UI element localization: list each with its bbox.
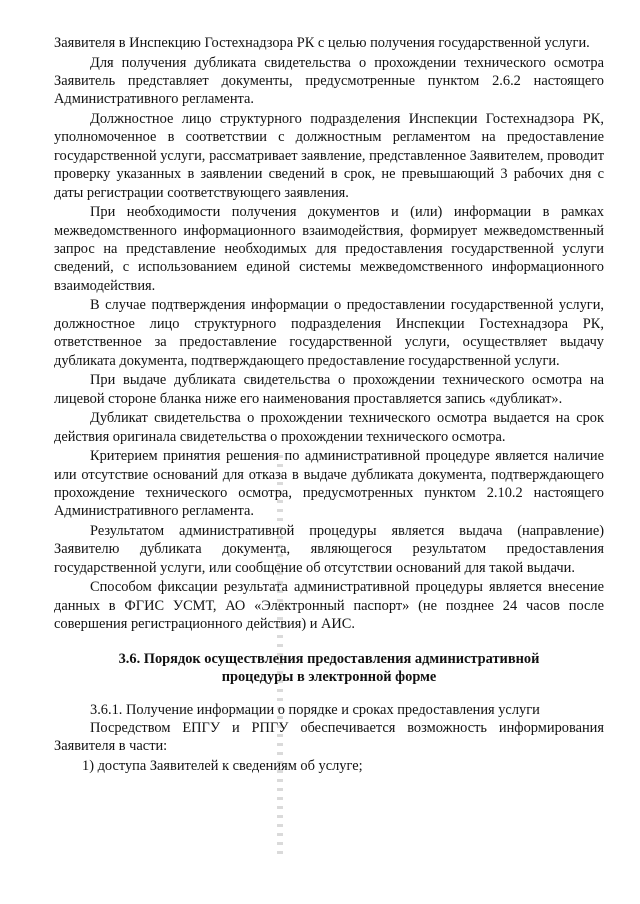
subsection-title: 3.6.1. Получение информации о порядке и сроках предоставления услуги xyxy=(90,701,540,718)
document-page xyxy=(54,34,604,775)
paragraph-result: Результатом административной процедуры является выдача (направление) Заявителю дубликата документа, являющегося результатом предоставления государственной услуги, или сообщение об отсутствии оснований для такой выдачи. xyxy=(54,523,604,576)
paragraph-interagency-request: При необходимости получения документов и (или) информации в рамках межведомственного информационного взаимодействия, формирует межведомственный запрос на представление необходимых для предоставления государственной услуги сведений, с использованием единой системы межведомственного информационного взаимодействия. xyxy=(54,204,604,294)
paragraph-fixation: Способом фиксации результата административной процедуры является внесение данных в ФГИС УСМТ, АО «Электронный паспорт» (не позднее 24 часов после совершения регистрационного действия) и АИС. xyxy=(54,579,604,633)
paragraph-continuation: Заявителя в Инспекцию Гостехнадзора РК с целью получения государственной услуги. xyxy=(54,35,590,51)
paragraph-criterion: Критерием принятия решения по административной процедуре является наличие или отсутствие оснований для отказа в выдаче дубликата документа, подтверждающего прохождение технического осмотра, предусмотренных пунктом 2.10.2 настоящего Административного регламента. xyxy=(54,448,604,520)
paragraph-documents: Для получения дубликата свидетельства о прохождении технического осмотра Заявитель представляет документы, предусмотренные пунктом 2.6.2 настоящего Административного регламента. xyxy=(54,54,604,108)
paragraph-official-review: Должностное лицо структурного подразделения Инспекции Гостехнадзора РК, уполномоченное в соответствии с должностным регламентом на предоставление государственной услуги, рассматривает заявление, представленное Заявителем, проводит проверку указанных в заявлении сведений в срок, не превышающий 3 рабочих дня с даты регистрации соответствующего заявления. xyxy=(54,111,604,201)
section-heading-line-2: процедуры в электронной форме xyxy=(221,669,437,686)
subsection-text: Посредством ЕПГУ и РПГУ обеспечивается возможность информирования Заявителя в части: xyxy=(54,719,604,755)
list-item-1: 1) доступа Заявителей к сведениям об услуге; xyxy=(82,757,363,774)
paragraph-duplicate-mark: При выдаче дубликата свидетельства о прохождении технического осмотра на лицевой стороне бланка ниже его наименования проставляется запись «дубликат». xyxy=(54,372,604,407)
section-heading-line-1: 3.6. Порядок осуществления предоставления административной xyxy=(118,650,540,667)
paragraph-validity: Дубликат свидетельства о прохождении технического осмотра выдается на срок действия оригинала свидетельства о прохождении технического осмотра. xyxy=(54,410,604,445)
paragraph-issuance: В случае подтверждения информации о предоставлении государственной услуги, должностное лицо структурного подразделения Инспекции Гостехнадзора РК, ответственное за предоставление государственной услуги, осуществляет выдачу дубликата документа, подтверждающего предоставление государственной услуги. xyxy=(54,297,604,369)
section-heading xyxy=(54,650,604,687)
